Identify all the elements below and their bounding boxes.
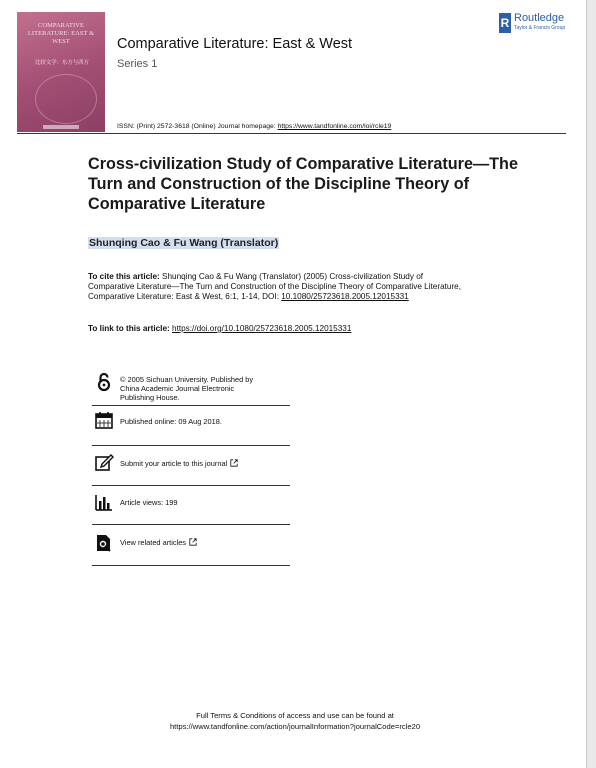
open-access-lock-icon	[94, 372, 114, 392]
issn-text: ISSN: (Print) 2572-3618 (Online) Journal homepage:	[117, 123, 278, 130]
published-date: Published online: 09 Aug 2018.	[120, 417, 222, 426]
edit-pencil-icon	[94, 452, 114, 472]
info-row-related[interactable]	[92, 525, 290, 566]
external-link-icon	[189, 538, 197, 546]
submit-label: Submit your article to this journal	[120, 459, 228, 468]
cover-title: COMPARATIVE LITERATURE: EAST & WEST	[27, 22, 95, 45]
view-related-articles-link[interactable]	[120, 538, 197, 547]
article-doi-url-link[interactable]: https://doi.org/10.1080/25723618.2005.12015331	[172, 324, 352, 333]
routledge-logo	[499, 13, 579, 35]
issn-line	[117, 123, 391, 130]
info-row-submit[interactable]	[92, 446, 290, 486]
external-link-icon	[230, 459, 238, 467]
article-authors[interactable]: Shunqing Cao & Fu Wang (Translator)	[89, 237, 279, 249]
journal-cover-image	[17, 12, 105, 132]
link-label: To link to this article:	[88, 324, 173, 333]
journal-homepage-link[interactable]: https://www.tandfonline.com/loi/rcle19	[277, 123, 392, 130]
citation-label: To cite this article:	[88, 272, 160, 281]
article-views: Article views: 199	[120, 498, 178, 507]
logo-subtitle: Taylor & Francis Group	[514, 25, 566, 31]
page-edge-scrollbar	[586, 0, 596, 768]
article-title: Cross-civilization Study of Comparative Literature—The Turn and Construction of the Discipline Theory of Comparative Literature	[88, 155, 518, 213]
cover-subtitle-cn: 比较文学：东方与西方	[35, 60, 89, 66]
related-articles-search-icon	[94, 533, 114, 553]
doi-link[interactable]: 10.1080/25723618.2005.12015331	[281, 292, 409, 302]
article-info-list	[92, 368, 290, 566]
submit-article-link[interactable]	[120, 459, 238, 468]
copyright-text: © 2005 Sichuan University. Published by China Academic Journal Electronic Publishing House.	[120, 375, 254, 402]
article-link-line	[88, 324, 351, 333]
journal-title: Comparative Literature: East & West	[117, 36, 353, 52]
citation-block	[88, 272, 468, 303]
info-row-copyright	[92, 368, 290, 406]
terms-url-link[interactable]: https://www.tandfonline.com/action/journalInformation?journalCode=rcle20	[169, 721, 421, 731]
journal-series: Series 1	[117, 58, 158, 70]
terms-footer	[100, 711, 490, 732]
logo-name: Routledge	[514, 12, 565, 24]
cover-decoration	[35, 74, 97, 124]
citation-text: Shunqing Cao & Fu Wang (Translator) (2005) Cross-civilization Study of Comparative Literature—The Turn and Construction of the Discipline Theory of Comparative Literature, Comparative Literature: East & West, 6:1, 1-14, DOI:	[88, 272, 462, 302]
info-row-views	[92, 486, 290, 525]
bar-chart-icon	[94, 492, 114, 512]
related-label: View related articles	[120, 538, 186, 547]
terms-text: Full Terms & Conditions of access and use can be found at	[196, 711, 394, 720]
info-row-published	[92, 406, 290, 446]
routledge-r-icon: R	[499, 13, 511, 33]
calendar-icon	[94, 410, 114, 430]
cover-publisher-mark	[43, 125, 79, 129]
header-divider	[17, 133, 566, 134]
